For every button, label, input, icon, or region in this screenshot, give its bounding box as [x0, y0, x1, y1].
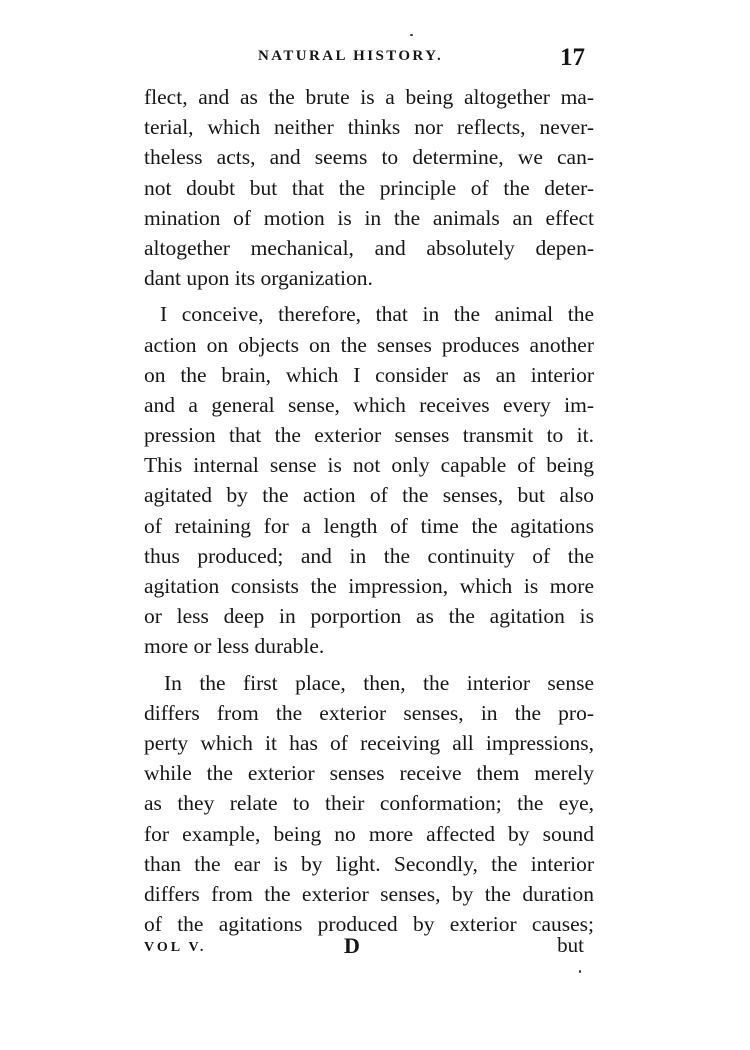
text-line: agitated by the action of the senses, but also	[144, 483, 594, 508]
text-line: action on objects on the senses produces another	[144, 332, 594, 357]
text-line: of the agitations produced by exterior causes;	[144, 912, 594, 937]
paragraph-1	[144, 82, 594, 293]
text-line: dant upon its organization.	[144, 266, 373, 291]
text-line: and a general sense, which receives every im-	[144, 392, 594, 417]
volume-signature: VOL V.	[144, 940, 207, 955]
ink-speck	[579, 970, 581, 973]
text-line: as they relate to their conformation; the eye,	[144, 791, 594, 816]
text-line: of retaining for a length of time the agitations	[144, 513, 594, 538]
text-line: or less deep in porportion as the agitation is	[144, 604, 594, 629]
running-head: NATURAL HISTORY.	[258, 48, 444, 64]
text-line: on the brain, which I consider as an interior	[144, 362, 594, 387]
text-line: agitation consists the impression, which is more	[144, 574, 594, 598]
text-line: perty which it has of receiving all impressions,	[144, 730, 594, 755]
ink-speck	[410, 34, 413, 36]
catchword: but	[557, 933, 584, 957]
body-text	[144, 82, 594, 939]
text-line: differs from the exterior senses, in the pro-	[144, 700, 594, 725]
page-footer	[144, 933, 594, 963]
text-line: terial, which neither thinks nor reflects, never-	[144, 115, 594, 140]
text-line: In the first place, then, the interior sense	[164, 670, 594, 695]
text-line: I conceive, therefore, that in the animal the	[160, 302, 594, 327]
text-line: altogether mechanical, and absolutely depen-	[144, 235, 594, 260]
text-line: This internal sense is not only capable of being	[144, 453, 594, 478]
text-line: pression that the exterior senses transmit to it.	[144, 423, 594, 448]
text-line: mination of motion is in the animals an effect	[144, 205, 594, 230]
text-line: than the ear is by light. Secondly, the interior	[144, 851, 594, 876]
text-line: thus produced; and in the continuity of the	[144, 543, 594, 568]
text-line: differs from the exterior senses, by the duration	[144, 881, 594, 906]
text-line: more or less durable.	[144, 634, 325, 659]
paragraph-3	[144, 668, 594, 940]
text-line: not doubt but that the principle of the deter-	[144, 175, 594, 200]
text-line: for example, being no more affected by sound	[144, 821, 594, 846]
paragraph-2	[144, 299, 594, 661]
page-number: 17	[560, 44, 585, 71]
signature-mark: D	[344, 933, 360, 958]
text-line: while the exterior senses receive them merely	[144, 761, 594, 786]
text-line: flect, and as the brute is a being altogether ma-	[144, 85, 594, 109]
text-line: theless acts, and seems to determine, we can-	[144, 145, 594, 170]
